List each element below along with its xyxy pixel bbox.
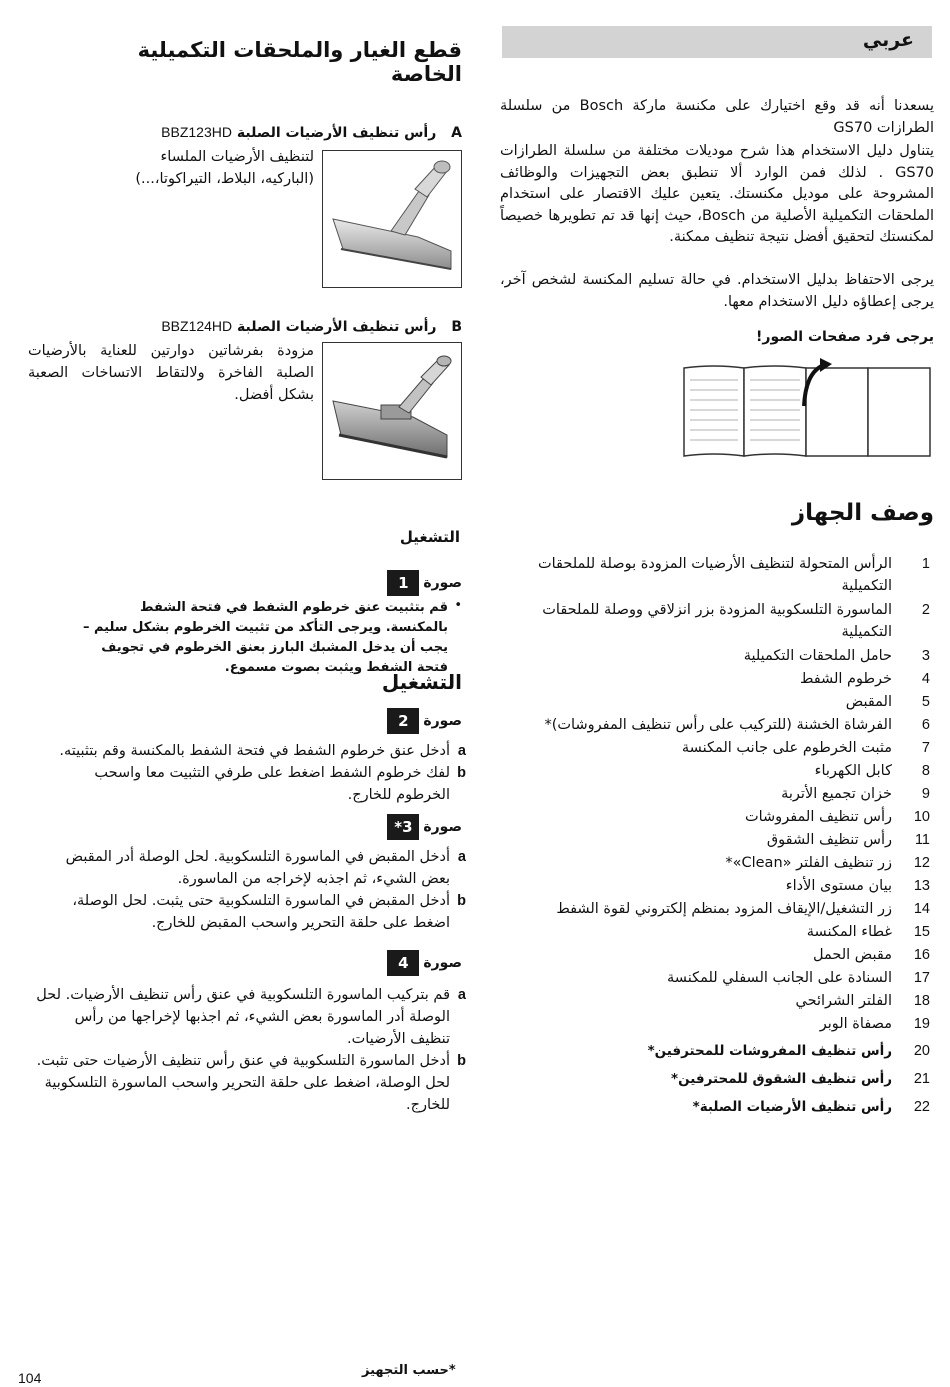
intro-paragraph-2: يتناول دليل الاستخدام هذا شرح موديلات مختلفة من سلسلة الطرازات GS70 . لذلك فمن الوارد ألا تنطبق بعض التجهيزات والوظائف المشروحة على موديل مكنستك. يتعين عليك الاقتصار على استخدام الملحقات التكميلية الأصلية من Bosch، حيث إنها قد تم تطويرها خصيصاً لمكنستك لتحقيق أفضل نتيجة تنظيف ممكنة. [500,143,935,245]
part-label: السنادة على الجانب السفلي للمكنسة [667,970,892,986]
figure-3-marker [387,814,462,840]
part-number: 20 [913,1043,930,1059]
part-label: رأس تنظيف المفروشات [744,809,892,825]
figure-4-label: صورة [423,955,462,971]
operation-1-bullet [78,598,462,678]
part-number: 5 [921,694,930,710]
accessory-b-heading [142,318,462,335]
device-parts-list [500,553,930,1118]
part-number: 11 [914,832,930,848]
figure-4-number: 4 [387,950,419,976]
part-number: 14 [913,901,930,917]
part-number: 10 [913,809,930,825]
accessory-a-title: رأس تنظيف الأرضيات الصلبة [236,125,437,141]
figure-3-label: صورة [423,819,462,835]
figure-3-number: 3* [387,814,419,840]
step-key: a [457,743,466,759]
device-description-title: وصف الجهاز [791,500,934,526]
list-item [500,898,930,920]
list-item [500,1096,930,1118]
step-item [36,846,466,890]
part-label: الرأس المتحولة لتنظيف الأرضيات المزودة بوصلة للملحقات التكميلية [537,556,892,594]
step-text: قم بتركيب الماسورة التلسكوبية في عنق رأس تنظيف الأرضيات. لحل الوصلة أدر الماسورة بعض الشيء، ثم اجذبها لإخراجها من رأس تنظيف الأرضيات. [36,987,450,1047]
figure-4-steps [36,984,466,1116]
operation-1-bullet-text: قم بتثبيت عنق خرطوم الشفط في فتحة الشفط بالمكنسة. ويرجى التأكد من تثبيت الخرطوم بشكل سليم – يجب أن يدخل المشبك البارز بعنق الخرطوم في تجويف فتحة الشفط ويثبت بصوت مسموع. [82,600,448,675]
accessory-b-letter: B [451,319,462,335]
unfold-pages-note: يرجى فرد صفحات الصور! [756,329,934,345]
part-number: 8 [921,763,930,779]
part-label: بيان مستوى الأداء [785,878,892,894]
part-label: خزان تجميع الأتربة [781,786,892,802]
list-item [500,645,930,667]
list-item [500,944,930,966]
part-number: 19 [913,1016,930,1032]
part-label: المقبض [845,694,892,710]
part-label: حامل الملحقات التكميلية [743,648,892,664]
part-number: 17 [913,970,930,986]
part-label: رأس تنظيف الشقوق للمحترفين* [671,1071,892,1087]
list-item [500,1068,930,1090]
step-item [36,762,466,806]
intro-paragraph-1: يسعدنا أنه قد وقع اختيارك على مكنسة ماركة Bosch من سلسلة الطرازات GS70 [500,98,935,136]
list-item [500,760,930,782]
figure-2-label: صورة [423,713,462,729]
step-text: أدخل المقبض في الماسورة التلسكوبية. لحل الوصلة أدر المقبض بعض الشيء، ثم اجذبه لإخراجه من الماسورة. [65,849,450,887]
step-item [36,740,466,762]
list-item [500,737,930,759]
footnote: *حسب التجهيز [362,1363,456,1378]
step-text: أدخل الماسورة التلسكوبية في عنق رأس تنظيف الأرضيات حتى تثبت. لحل الوصلة، اضغط على حلقة التحرير واسحب الماسورة التلسكوبية للخارج. [36,1053,450,1113]
part-number: 22 [913,1099,930,1115]
step-item [36,984,466,1050]
part-label: زر تنظيف الفلتر «Clean»* [725,855,892,871]
part-label: الفلتر الشرائحي [795,993,892,1009]
page-number: 104 [18,1370,42,1386]
accessory-a-code: BBZ123HD [161,124,232,140]
bullet-icon: • [454,598,462,613]
accessory-b-image [322,342,462,480]
list-item [500,553,930,597]
part-label: الفرشاة الخشنة (للتركيب على رأس تنظيف المفروشات)* [544,717,892,733]
part-number: 6 [921,717,930,733]
figure-1-marker [387,570,462,596]
floor-nozzle-illustration [323,151,461,287]
list-item [500,668,930,690]
part-number: 13 [913,878,930,894]
language-header-bar [502,26,932,58]
figure-2-steps [36,740,466,806]
operation-title: التشغيل [381,670,462,694]
figure-3-steps [36,846,466,934]
foldout-pages-icon [680,356,936,466]
unfold-pages-illustration [680,356,936,466]
accessories-title: قطع الغيار والملحقات التكميلية الخاصة [137,38,462,86]
part-label: رأس تنظيف المفروشات للمحترفين* [647,1043,892,1059]
part-label: زر التشغيل/الإيقاف المزود بمنظم إلكتروني لقوة الشفط [556,901,892,917]
list-item [500,1013,930,1035]
part-number: 3 [921,648,930,664]
part-number: 12 [913,855,930,871]
accessory-a-desc-line: (الباركيه، البلاط، التيراكوتا،...) [135,171,314,187]
list-item [500,783,930,805]
step-key: b [457,1053,466,1069]
part-label: مقبض الحمل [812,947,892,963]
part-number: 4 [921,671,930,687]
step-key: b [457,893,466,909]
step-text: أدخل المقبض في الماسورة التلسكوبية حتى يثبت. لحل الوصلة، اضغط على حلقة التحرير واسحب المقبض للخارج. [72,893,450,931]
list-item [500,829,930,851]
list-item [500,691,930,713]
part-number: 21 [913,1071,930,1087]
accessory-a-heading [142,124,462,141]
part-number: 1 [921,556,930,572]
list-item [500,714,930,736]
accessory-b-description [28,340,314,406]
operation-title-small: التشغيل [399,528,460,546]
list-item [500,806,930,828]
accessory-a-desc-line: لتنظيف الأرضيات الملساء [160,149,314,165]
part-label: مصفاة الوبر [819,1016,892,1032]
hard-floor-brush-illustration [323,343,461,479]
language-label: عربي [862,29,914,51]
figure-2-number: 2 [387,708,419,734]
step-text: أدخل عنق خرطوم الشفط في فتحة الشفط بالمكنسة وقم بتثبيته. [59,743,450,759]
step-key: a [457,849,466,865]
step-key: b [457,765,466,781]
list-item [500,921,930,943]
part-label: الماسورة التلسكوبية المزودة بزر انزلاقي ووصلة للملحقات التكميلية [542,602,892,640]
part-number: 15 [913,924,930,940]
part-label: رأس تنظيف الشقوق [766,832,892,848]
list-item [500,852,930,874]
figure-2-marker [387,708,462,734]
part-label: غطاء المكنسة [806,924,892,940]
accessory-b-desc-line: مزودة بفرشاتين دوارتين للعناية بالأرضيات الصلبة الفاخرة ولالتقاط الاتساخات الصعبة بشكل أفضل. [28,343,314,403]
list-item [500,875,930,897]
step-text: لفك خرطوم الشفط اضغط على طرفي التثبيت معا واسحب الخرطوم للخارج. [94,765,450,803]
part-label: خرطوم الشفط [799,671,892,687]
figure-4-marker [387,950,462,976]
accessory-b-title: رأس تنظيف الأرضيات الصلبة [237,319,437,335]
list-item [500,1040,930,1062]
part-number: 18 [913,993,930,1009]
part-number: 16 [913,947,930,963]
part-label: رأس تنظيف الأرضيات الصلبة* [692,1099,892,1115]
figure-1-label: صورة [423,575,462,591]
accessory-b-code: BBZ124HD [161,318,233,334]
part-number: 2 [921,602,930,618]
part-label: كابل الكهرباء [814,763,892,779]
list-item [500,967,930,989]
part-number: 9 [921,786,930,802]
step-key: a [457,987,466,1003]
accessory-a-image [322,150,462,288]
part-number: 7 [921,740,930,756]
accessory-a-description [100,146,314,190]
figure-1-number: 1 [387,570,419,596]
step-item [36,890,466,934]
step-item [36,1050,466,1116]
intro-paragraph-3: يرجى الاحتفاظ بدليل الاستخدام. في حالة تسليم المكنسة لشخص آخر، يرجى إعطاؤه دليل الاستخدام معها. [500,272,934,310]
list-item [500,990,930,1012]
part-label: مثبت الخرطوم على جانب المكنسة [681,740,892,756]
list-item [500,599,930,643]
accessory-a-letter: A [451,125,462,141]
